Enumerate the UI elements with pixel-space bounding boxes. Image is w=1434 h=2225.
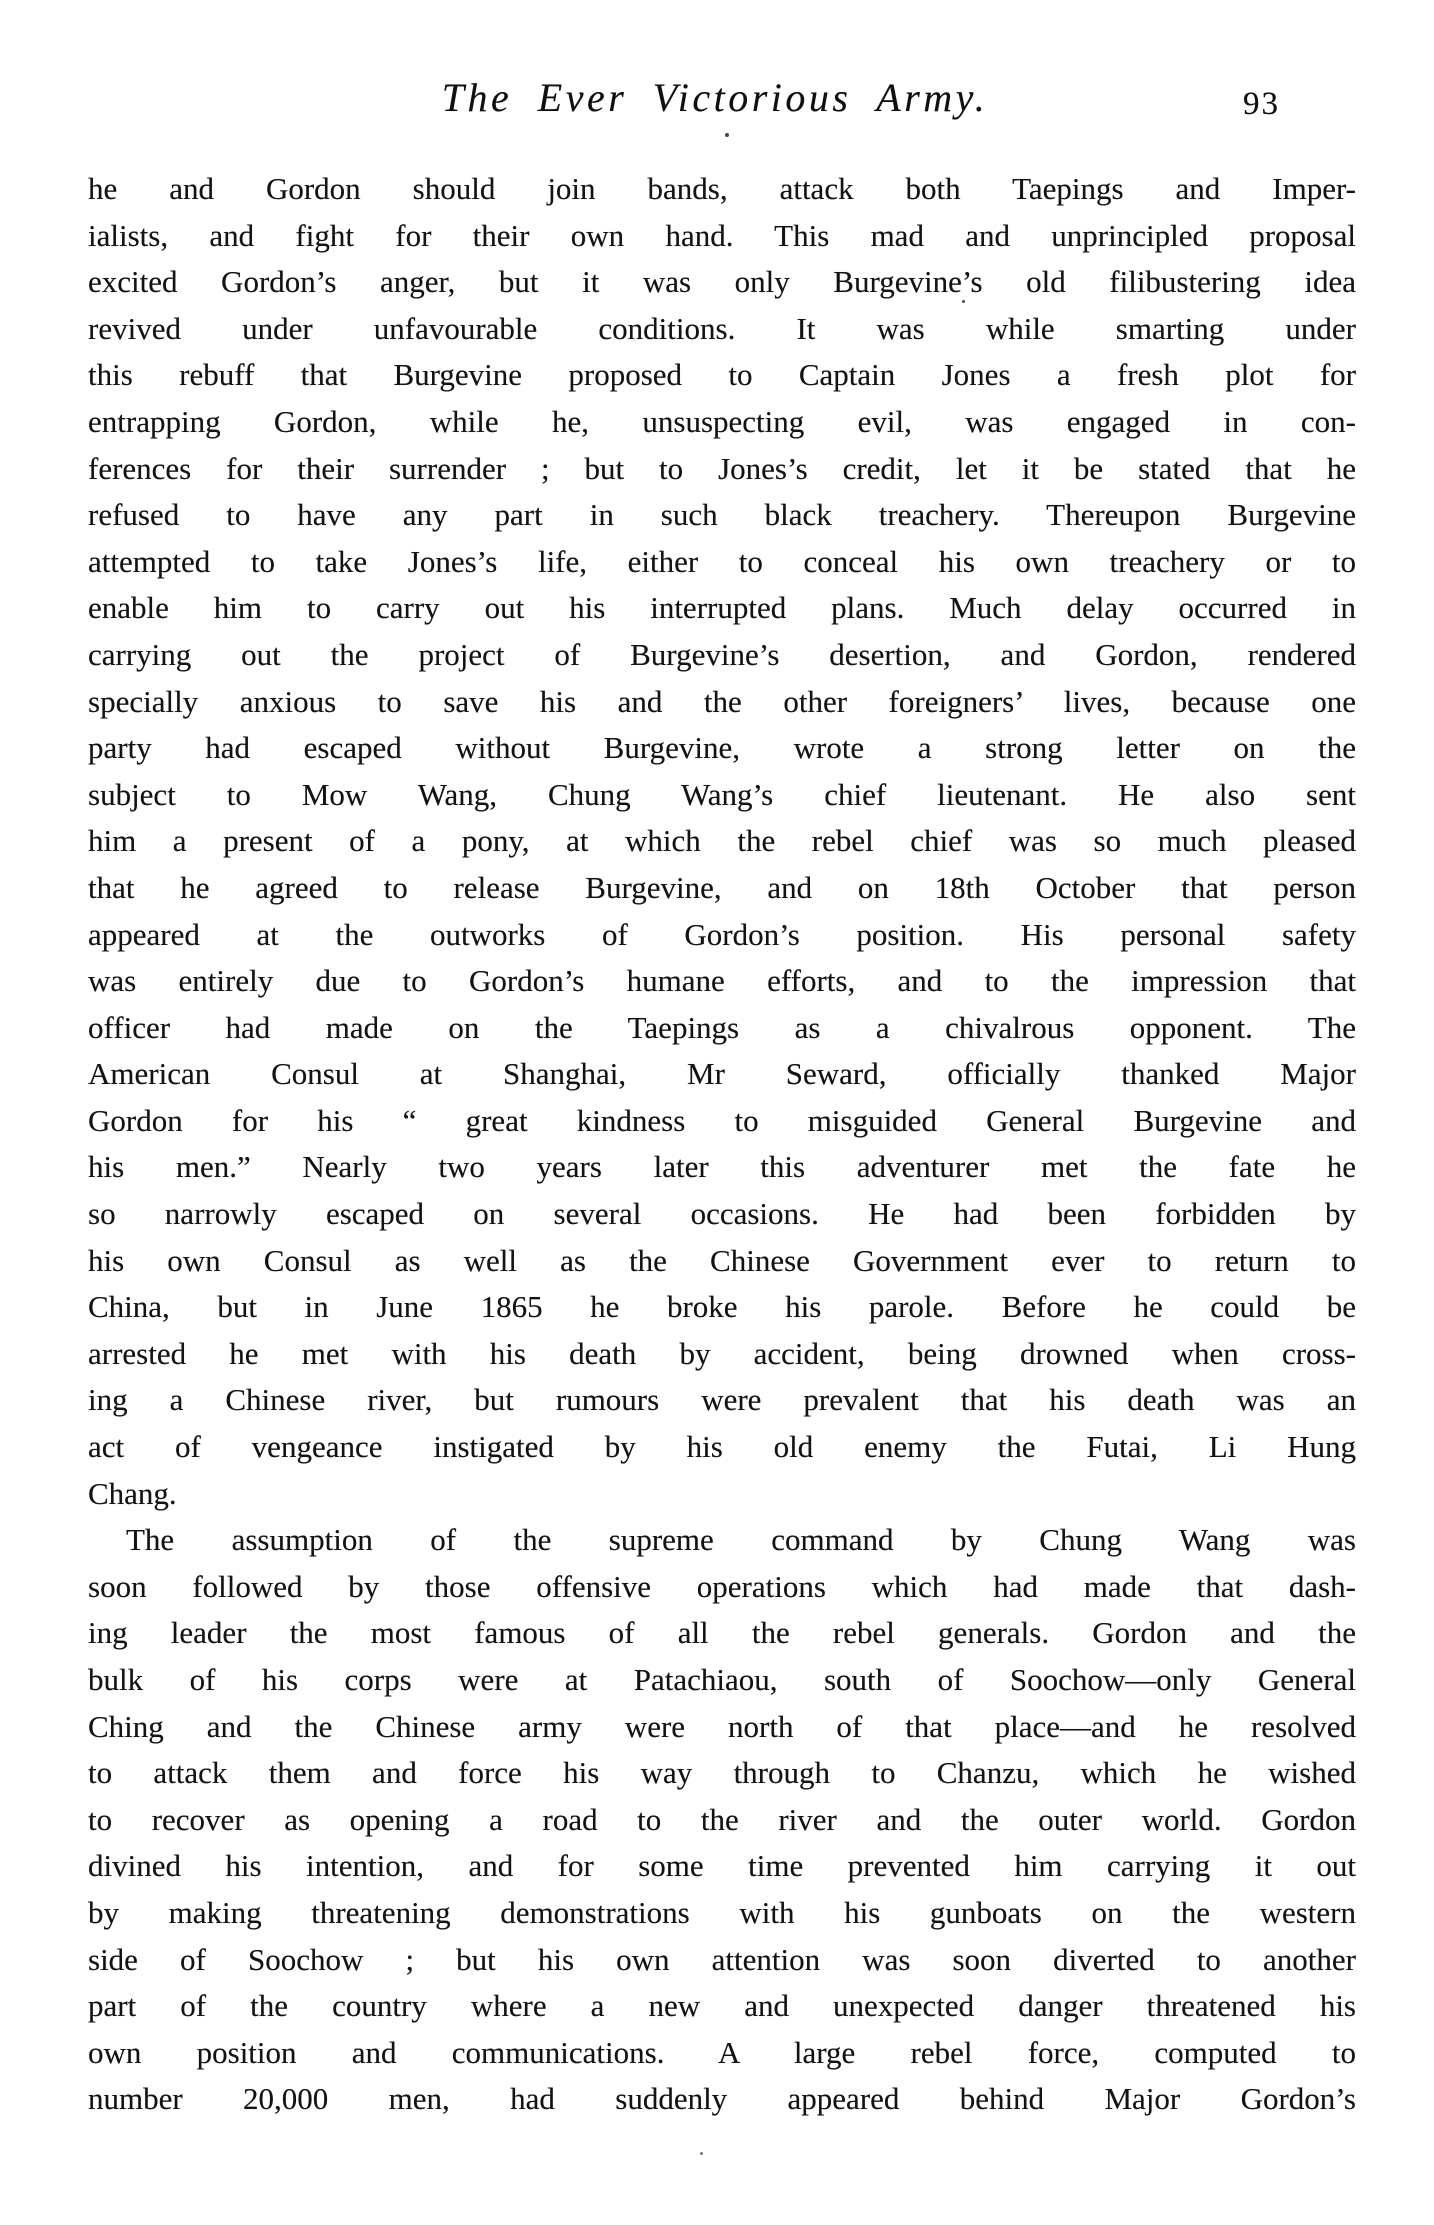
- text-line: to attack them and force his way through to Chanzu, which he wished: [88, 1755, 1356, 1791]
- text-line: side of Soochow ; but his own attention was soon diverted to another: [88, 1941, 1356, 1977]
- text-line: American Consul at Shanghai, Mr Seward, officially thanked Major: [88, 1056, 1356, 1092]
- text-line: appeared at the outworks of Gordon’s position. His personal safety: [88, 916, 1356, 952]
- text-line: ing leader the most famous of all the rebel generals. Gordon and the: [88, 1615, 1356, 1651]
- text-line: Gordon for his “ great kindness to misguided General Burgevine and: [88, 1102, 1356, 1138]
- text-line: China, but in June 1865 he broke his parole. Before he could be: [88, 1289, 1356, 1325]
- text-line: party had escaped without Burgevine, wrote a strong letter on the: [88, 730, 1356, 766]
- text-line: enable him to carry out his interrupted plans. Much delay occurred in: [88, 590, 1356, 626]
- text-line: excited Gordon’s anger, but it was only Burgevine’s old filibustering idea: [88, 264, 1356, 300]
- text-line: was entirely due to Gordon’s humane efforts, and to the impression that: [88, 963, 1356, 999]
- text-line: ialists, and fight for their own hand. This mad and unprincipled proposal: [88, 217, 1356, 253]
- text-line: Chang.: [88, 1475, 177, 1511]
- text-line: refused to have any part in such black treachery. Thereupon Burgevine: [88, 497, 1356, 533]
- text-line: so narrowly escaped on several occasions. He had been forbidden by: [88, 1196, 1356, 1232]
- text-line: revived under unfavourable conditions. It was while smarting under: [88, 310, 1356, 346]
- text-line: carrying out the project of Burgevine’s desertion, and Gordon, rendered: [88, 636, 1356, 672]
- text-line: officer had made on the Taepings as a chivalrous opponent. The: [88, 1009, 1356, 1045]
- text-line: he and Gordon should join bands, attack both Taepings and Imper-: [88, 171, 1356, 206]
- text-line: that he agreed to release Burgevine, and on 18th October that person: [88, 869, 1356, 905]
- text-line: entrapping Gordon, while he, unsuspecting evil, was engaged in con-: [88, 403, 1356, 439]
- page-number: 93: [1243, 86, 1280, 122]
- text-line: attempted to take Jones’s life, either to conceal his own treachery or to: [88, 543, 1356, 579]
- text-line: to recover as opening a road to the river and the outer world. Gordon: [88, 1801, 1356, 1837]
- text-line: The assumption of the supreme command by Chung Wang was: [126, 1522, 1356, 1558]
- text-line: ferences for their surrender ; but to Jones’s credit, let it be stated that he: [88, 450, 1356, 486]
- text-line: his own Consul as well as the Chinese Government ever to return to: [88, 1242, 1356, 1278]
- text-line: arrested he met with his death by accident, being drowned when cross-: [88, 1335, 1356, 1371]
- running-header: [0, 0, 1434, 150]
- text-line: him a present of a pony, at which the rebel chief was so much pleased: [88, 823, 1356, 859]
- text-line: Ching and the Chinese army were north of that place—and he resolved: [88, 1708, 1356, 1744]
- text-line: soon followed by those offensive operations which had made that dash-: [88, 1568, 1356, 1604]
- text-line: act of vengeance instigated by his old enemy the Futai, Li Hung: [88, 1429, 1356, 1465]
- scan-speck: [962, 300, 965, 303]
- running-header-title: The Ever Victorious Army.: [441, 75, 989, 120]
- text-line: specially anxious to save his and the other foreigners’ lives, because one: [88, 683, 1356, 719]
- scan-speck: [700, 2152, 703, 2155]
- text-line: his men.” Nearly two years later this adventurer met the fate he: [88, 1149, 1356, 1185]
- text-line: ing a Chinese river, but rumours were prevalent that his death was an: [88, 1382, 1356, 1418]
- text-line: number 20,000 men, had suddenly appeared behind Major Gordon’s: [88, 2081, 1356, 2117]
- text-line: divined his intention, and for some time prevented him carrying it out: [88, 1848, 1356, 1884]
- text-line: this rebuff that Burgevine proposed to Captain Jones a fresh plot for: [88, 357, 1356, 393]
- scan-speck: [725, 133, 729, 137]
- body-text: [88, 166, 1356, 2123]
- text-line: by making threatening demonstrations with his gunboats on the western: [88, 1894, 1356, 1930]
- text-line: part of the country where a new and unexpected danger threatened his: [88, 1988, 1356, 2024]
- text-line: subject to Mow Wang, Chung Wang’s chief lieutenant. He also sent: [88, 776, 1356, 812]
- text-line: own position and communications. A large rebel force, computed to: [88, 2034, 1356, 2070]
- text-line: bulk of his corps were at Patachiaou, south of Soochow—only General: [88, 1662, 1356, 1697]
